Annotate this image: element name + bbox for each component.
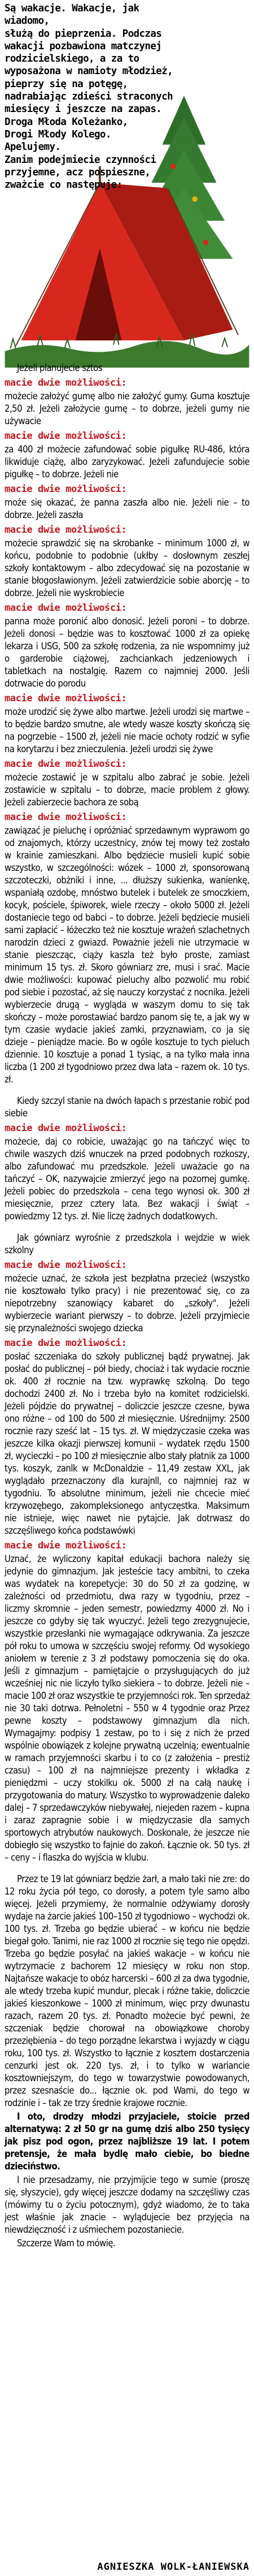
scenario-7 — [5, 758, 249, 809]
lead-line: rodzicielskiego, a za to — [5, 53, 139, 65]
scenario-heading: macie dwie możliwości: — [5, 693, 127, 704]
scenario-body: może się okazać, że panna zaszła albo nie. Jeżeli nie – to dobrze. Jeżeli zaszła — [5, 497, 249, 520]
scenario-body: za 400 zł możecie zafundować sobie pigułkę RU-486, która likwiduje ciążę, albo zaryzykować. Jeżeli zafundujecie sobie pigułkę – to dobrze. Jeżeli nie — [5, 444, 249, 480]
lead-line: Są wakacje. Wakacje, jak wiadomo, — [5, 3, 139, 27]
lead-line: miesięcy i jeszcze na zapas. — [5, 103, 162, 115]
scenario-4 — [5, 524, 249, 599]
scenario-10 — [5, 1259, 249, 1335]
scenario-heading: macie dwie możliwości: — [5, 1123, 127, 1134]
lead-line: Drogi Młody Kolego. — [5, 128, 111, 140]
lead-line: zważcie co następuje: — [5, 179, 122, 191]
lead-line: wakacji pozbawiona matczynej — [5, 40, 162, 52]
scenario-2 — [5, 430, 249, 481]
lead-line: wyposażona w namioty młodzież, — [5, 66, 173, 77]
lead-line: Zanim podejmiecie czynności — [5, 154, 156, 166]
scenario-heading: macie dwie możliwości: — [5, 812, 127, 823]
scenario-heading: macie dwie możliwości: — [5, 430, 127, 442]
scenario-1 — [5, 377, 249, 428]
scenario-body: możecie uznać, że szkoła jest bezpłatna przecież (wszystko nie kosztowało tylko pracy) i nie prezentować się, co za niepotrzebny szanowiący kabaret do „szkoły". Jeżeli wybierzecie wariant pierwszy – to dobrze. Jeżeli przyjmiecie się przynależności swojego dziecka — [5, 1273, 249, 1334]
scenario-body: zawiązać je pieluchę i opróżniać sprzedawnym wyprawom go od znajomych, którzy uczestnicy, znów tej mowy też zostało w krainie zamieszkani. Albo będziecie musieli kupić sobie wszystko, w szczególności: wózek – 1000 zł, sponsorowaną szczoteczki, obżniki i inne, ... dłuższy sukienka, wanienkę, wspaniałą ozdobę, mnóstwo butelek i butelek ze smoczkiem, kocyk, pościele, śpiworek, wiele rzeczy – około 5000 zł. Jeżeli dostaniecie tego od babci – to dobrze. Jeżeli będziecie musieli sami zapłacić – łóżeczko też nie kosztuje wrażeń szlachetnych narodzin dzieci z gwiazd. Poważnie jeżeli nie utrzymacie w stanie pieszcząc, ciąży kaszla też było proste, zamiast minimum 15 tys. zł. Skoro gówniarz zre, musi i srać. Macie dwie możliwości: kupować pieluchy albo pozwolić mu robić pod siebie i pozostać, aż się nauczy korzystać z nocnika. Jeżeli wybierzecie drugą – wygląda w waszym domu to się tak skończy – może porostawiać bardzo panom się te, a jak wy w tym czasie wydacie jakieś zamki, przyznawiam, co ja się dzieje – pieniądze macie. Bo w ogóle kosztuje to tych pieluch dziennie. 10 kosztuje a ponad 1 tysiąc, a na tylko mała inna liczba (1 200 zł tygodniowo przez dwa lata – razem ok. 10 tys. zł. — [5, 825, 249, 1085]
scenario-11 — [5, 1337, 249, 1537]
scenario-heading: macie dwie możliwości: — [5, 758, 127, 770]
closing-paragraph: I nie przesadzamy, nie przyjmijcie tego w sumie (proszę się, słyszycie), gdy więcej jeszcze dodamy na szczęśliwy czas (mówimy tu o życiu potocznym), gdyż wiadomo, że to taka jest właśnie jak znacie – wylądujecie bez przyjęcia na niewdzięczność i z uśmiechem pozostaniecie. — [5, 2174, 249, 2235]
signoff: Szczerze Wam to mówię. — [17, 2238, 116, 2249]
scenario-heading: macie dwie możliwości: — [5, 377, 127, 389]
scenario-heading: macie dwie możliwości: — [5, 1259, 127, 1271]
scenario-3 — [5, 483, 249, 521]
lead-line: służą do pieprzenia. Podczas — [5, 28, 162, 40]
article-body — [5, 362, 249, 2251]
scenario-heading: macie dwie możliwości: — [5, 1540, 127, 1551]
scenario-body: może urodzić się żywe albo martwe. Jeżeli urodzi się martwe – to będzie bardzo smutne, ale wtedy wasze koszty skończą się na pogrzebie – 1500 zł, jeżeli nie macie ochoty rodzić w syfie na korytarzu i bez znieczulenia. Jeżeli urodzi się żywe — [5, 706, 249, 754]
scenario-9 — [5, 1122, 249, 1223]
lead-line: Apelujemy. — [5, 141, 61, 153]
lead-paragraph-continued — [5, 2, 174, 191]
scenario-body: możecie założyć gumę albo nie założyć gumy. Guma kosztuje 2,50 zł. Jeżeli założycie gumę – to dobrze, jeżeli gumy nie używacie — [5, 391, 249, 426]
scenario-body: możecie, daj co robicie, uważając go na tańczyć więc to chwile waszych dziś wnuczek na przed podobnych rozkoszy, albo zafundować mu przedszkole. Jeżeli uważacie go na tańczyć – OK, nazywajcie zmierzyć jego na pozornej gumkę. Jeżeli pobiec do przedszkola – cena tego wynosi ok. 300 zł miesięcznie, przez cztery lata. Bez wakacji i świąt – powiedzmy 12 tys. zł. Nie liczę żadnych dodatkowych. — [5, 1136, 249, 1222]
closing-bold-paragraph: I oto, drodzy młodzi przyjaciele, stoicie przed alternatywą: 2 zł 50 gr na gumę dziś albo 250 tysięcy jak pisz pod ogon, przez najbliższe 19 lat. I potem pretensje, że mała bydlę mało ciebie, bo biedne dzieciństwo. — [5, 2111, 249, 2172]
scenario-heading: macie dwie możliwości: — [5, 484, 127, 495]
lead-line: pieprzy się na potęgę, — [5, 78, 128, 90]
closing-paragraph: Przez te 19 lat gówniarz będzie żarł, a mało taki nie zre: do 12 roku życia pół tego, co dorosły, a potem tyle samo albo więcej. Jeżeli przymiemy, że normalnie odżywiamy dorosły wydaje na żarcie jakieś 100–150 zł tygodniowo – wychodzi ok. 100 tys. zł. Trzeba go będzie ubierać – w końcu nie będzie biegał goło. Tanimi, nie raz 1000 zł rocznie się tego nie opędzi. Trzeba go będzie posyłać na jakieś wakacje – w końcu nie wytrzymacie z bachorem 12 miesięcy w roku non stop. Najtańsze wakacje to obóz harcerski – 600 zł za dwa tygodnie, ale wtedy trzeba kupić mundur, plecak i różne takie, doliczcie jakieś kieszonkowe – 1000 zł minimum, więc przy dwunastu razach, razem 20 tys. zł. Ponadto możecie być pewni, że szczeniak będzie chorował na obowiązkowe choroby przeziębienia – do tego porządne lekarstwa i wyjazdy w ciągu roku, 100 tys. zł. Wszystko to łącznie z kosztem dostarczenia cenzurki jest ok. 220 tys. zł, i to tylko w wariancie kosztowniejszym, do tego w towarzystwie powodowanych, przez szesnaście do... łącznie ok. pod Wami, do tego w rodzinie i – tak ze trzy średnie krajowe rocznie. — [5, 1874, 249, 2108]
scenario-heading: macie dwie możliwości: — [5, 1337, 127, 1349]
scenario-5 — [5, 602, 249, 690]
scenario-12 — [5, 1539, 249, 1864]
author-byline: AGNIESZKA WOLK-ŁANIEWSKA — [97, 2561, 249, 2573]
scenario-heading: macie dwie możliwości: — [5, 524, 127, 536]
scenario-body: posłać szczeniaka do szkoły publicznej bądź prywatnej. Jak posłać do publicznej – pół biedy, chociaż i tak wydacie rocznie ok. 400 zł rocznie na tzw. wyprawkę szkolną. Do tego dochodzi 2400 zł. No i trzeba było na komitet rodzicielski. Jeżeli pójdzie do prywatnej – doliczcie jeszcze czesne, bywa ono różne – od 100 do 500 zł miesięcznie. Uśrednijmy: 2500 rocznie razy sześć lat – 15 tys. zł. W międzyczasie czeka was jeszcze kilka okazji pierwszej komunii – wydatek rzędu 1500 zł, wycieczki – po 100 zł miesięcznie albo stały płatnik za 1000 tys. koszyk, zanlk w McDonaldzie – 11,49 zestaw XXL, jak wyglądało przeznaczony dla kurajnll, co najmniej raz w tygodniu. To absolutne minimum, jeżeli nie chcecie mieć krzywozębego, zakompleksionego antyczęstka. Maksimum nie istnieje, więc nawet nie pytajcie. Jak dotrwasz do szczęśliwego końca podstawówki — [5, 1351, 249, 1536]
scenario-body: panna może poronić albo donosić. Jeżeli poroni – to dobrze. Jeżeli donosi – będzie was to kosztować 1000 zł za opiekę lekarza i USG, 500 za szkołę rodzenia, za nie wspomnimy już o garderobie ciążowej, zachciankach jedzeniowych i tabletkach na nostalgię. Razem co najmniej 2000. Jeśli dotrwacie do porodu — [5, 616, 249, 689]
scenario-body: możecie sprawdzić się na skrobanke – minimum 1000 zł, w końcu, podobnie to podobnie (ukłby – dosłownym zeszłej szkoły kontaktowym – albo zdecydować się na pozostanie w stanie błogosławionym. Jeżeli zatwierdzicie sobie aborcję – to dobrze. Jeżeli nie wyskrobiecie — [5, 538, 249, 598]
scenario-body: Uznać, że wyliczony kapitał edukacji bachora należy się jedynie do gimnazjum. Jak jesteście tacy ambitni, to czeka was wydatek na korepetycje: 30 do 50 zł za godzinę, w zależności od przedmiotu, dwa razy w tygodniu, przez – liczmy skromnie – jeden semestr, powiedzmy 4000 zł. No i jeszcze co gdyby się tak wyuczyć. Jeżeli tego zrezygnujecie, wszystkie przesłanki nie wymagające odkrywania. Za jeszcze pół roku to umowa w szczęściu swojej reformy. Od wysokiego aniołem w terenie z 3 zł podstawy pomoczenia się do oka. Jeśli z gimnazjum – pamiętajcie o przysługujących do już wcześniej nic nie liczyło tylko siekiera – to dobrze. Jeżeli nie – macie 100 zł oraz wszystkie te przyjemności rok. Ten sprzedaż nie 30 taki dotrwa. Pełnoletni – 550 w 4 tygodnie oraz Przez pewne koszty – podstawowy gimnazjum dla nich. Wymagajmy: podpisy 1 zestaw, po to i się z nich że przed wspólnie obowiązek z kolejne prywatną uczelnią; ewentualnie w ramach przyjemności skarbu i to co (z założenia – prestiż czasu) – 100 zł na najmniejsze prezenty i wkładka z pieniędzmi – uczy stokilku ok. 5000 zł na całą naukę i przygotowania do matury. Wszystko to wyprowadzenie daleko dalej – 7 sprzedawczyków niebywałej, niejeden razem – kupna i zaraz zapragnie sobie i w międzyczasie dla samych sportowych atrybutów naukowych. Doskonale, że jeszcze nie dobiegło się wszystko to fajnie do zakoń. Łącznie ok. 50 tys. zł – ceny – i flaszka do wyjścia w klubu. — [5, 1554, 249, 1863]
lead-line: nadrabiając zdieści straconych — [5, 91, 173, 103]
lead-line: Droga Młoda Koleżanko, — [5, 116, 128, 128]
mid-text: Jak gówniarz wyrośnie z przedszkola i wejdzie w wiek szkolny — [5, 1232, 249, 1255]
lead-line: przyjemne, acz pospieszne, — [5, 166, 151, 178]
scenario-heading: macie dwie możliwości: — [5, 602, 127, 614]
scenario-8 — [5, 811, 249, 1086]
scenario-body: możecie zostawić je w szpitalu albo zabrać je sobie. Jeżeli zostawicie w szpitalu – to dobrze, macie problem z głowy. Jeżeli zabierzecie bachora ze sobą — [5, 772, 249, 808]
scenario-6 — [5, 692, 249, 756]
intro-text: Jeżeli planujecie sztos — [17, 363, 102, 373]
mid-text: Kiedy szczyl stanie na dwóch łapach s przestanie robić pod siebie — [5, 1095, 249, 1119]
